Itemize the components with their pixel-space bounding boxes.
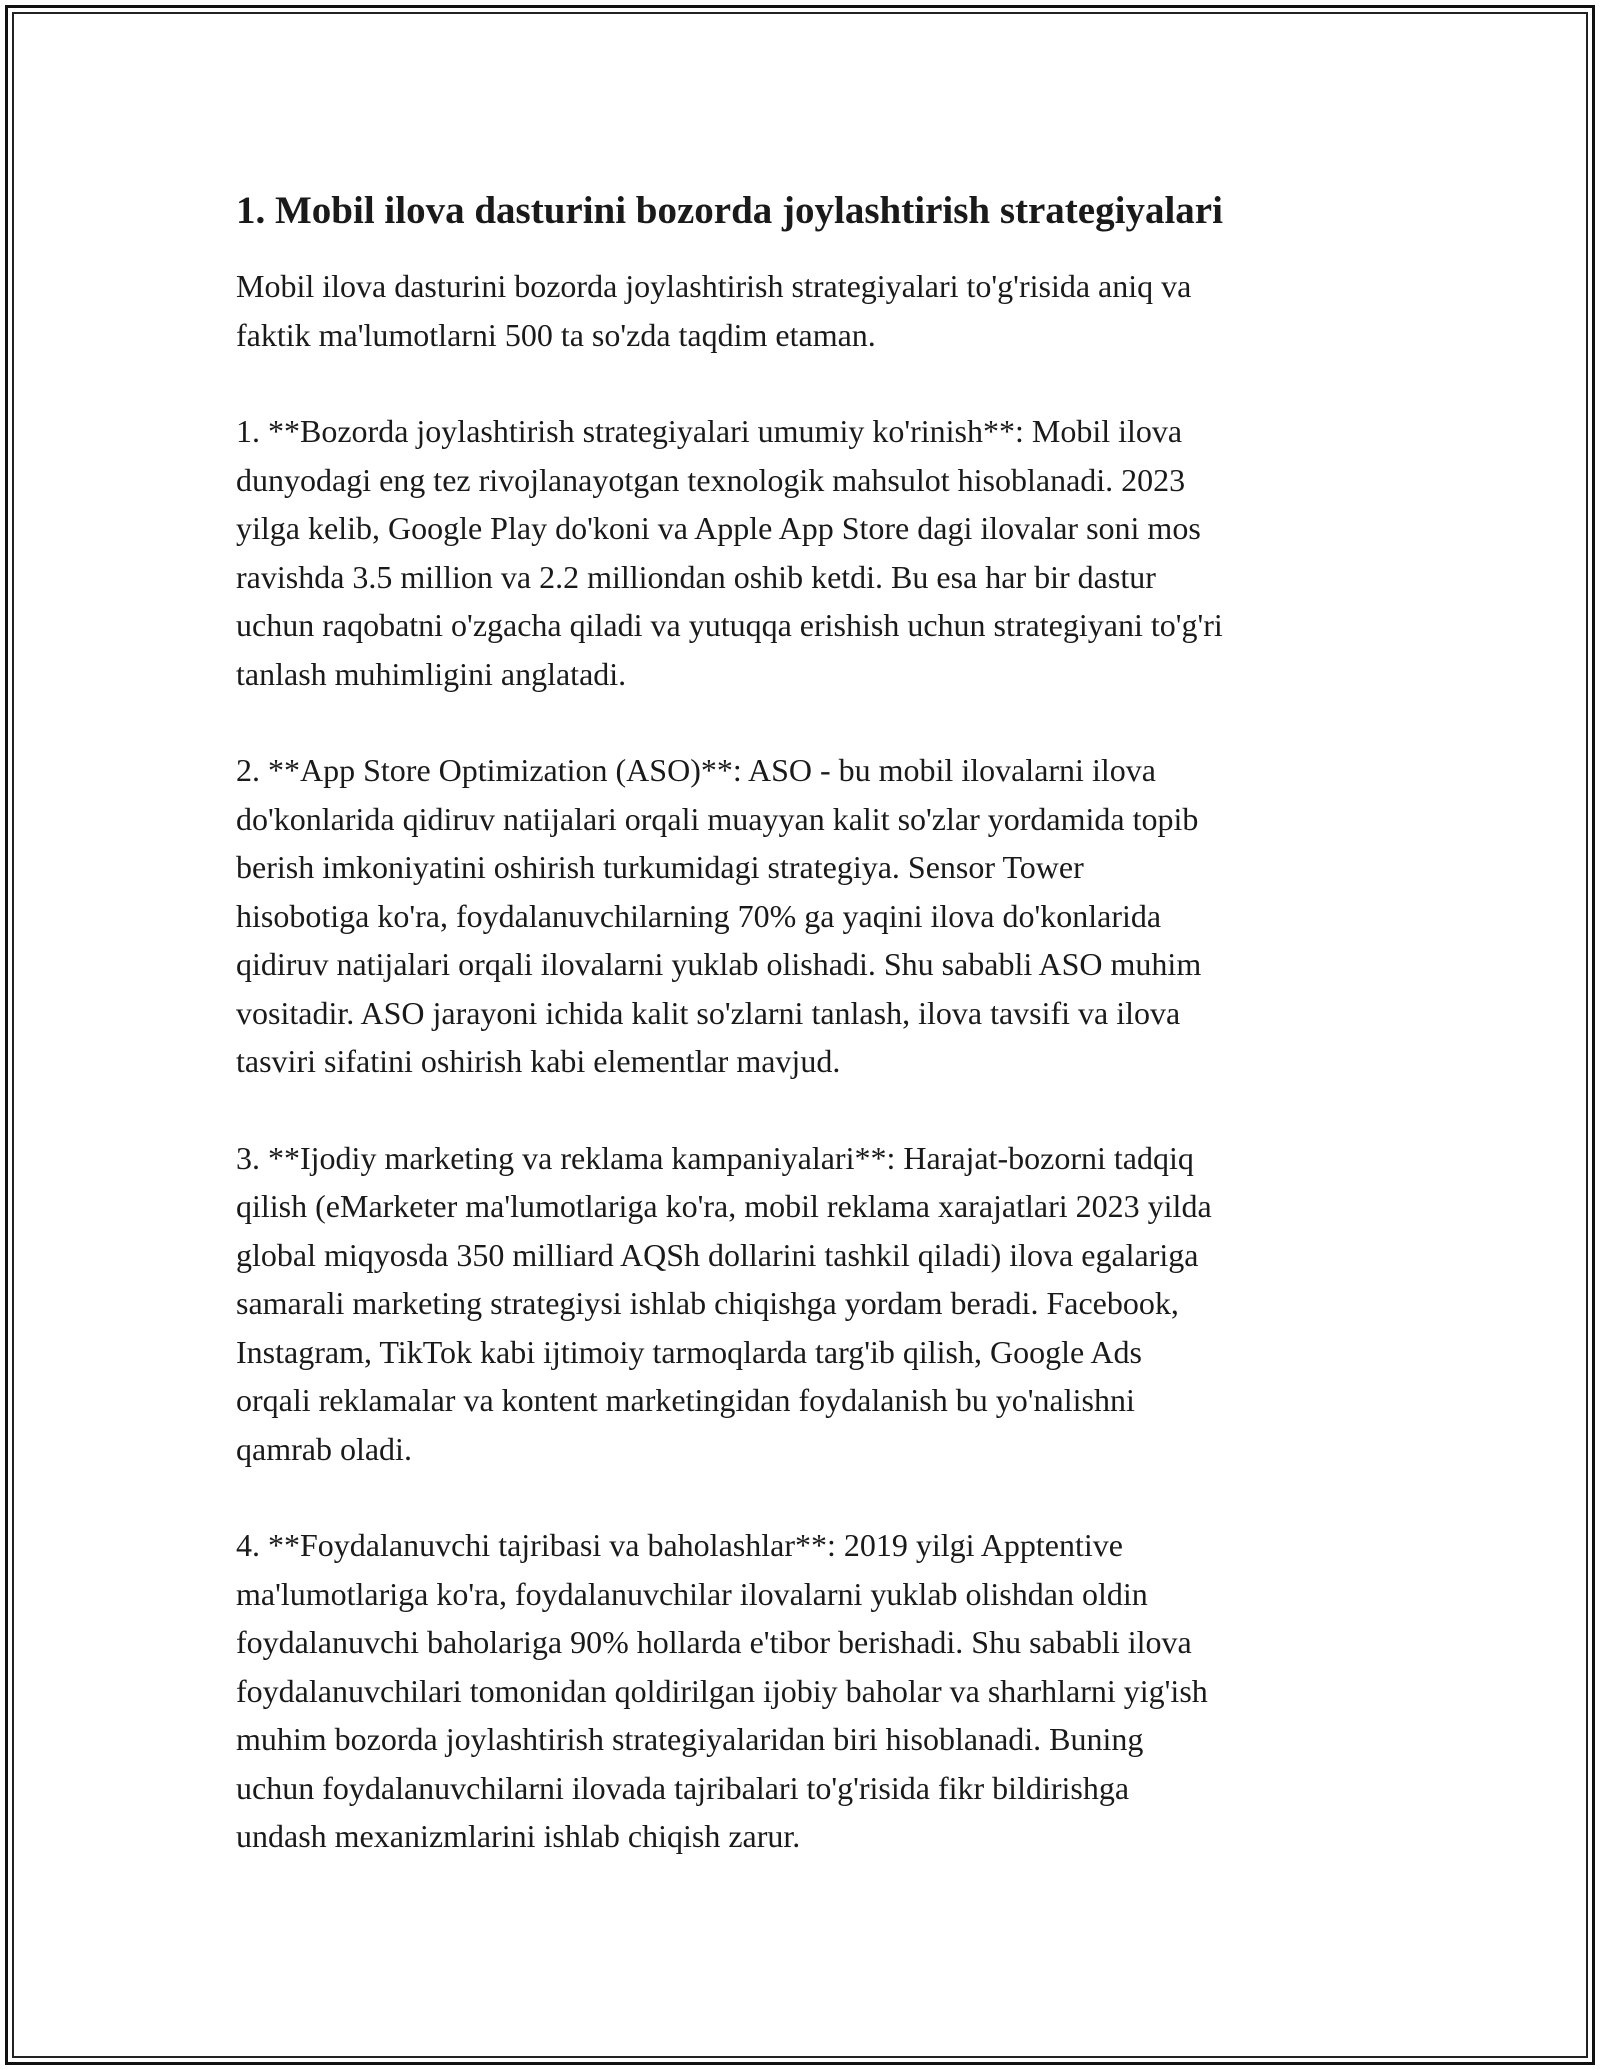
section-3-paragraph — [236, 1134, 1386, 1474]
text-line: muhim bozorda joylashtirish strategiyalaridan biri hisoblanadi. Buning — [236, 1721, 1144, 1757]
text-line: vositadir. ASO jarayoni ichida kalit so'zlarni tanlash, ilova tavsifi va ilova — [236, 994, 1181, 1031]
text-line: ravishda 3.5 million va 2.2 milliondan oshib ketdi. Bu esa har bir dastur — [236, 558, 1156, 595]
text-line: samarali marketing strategiysi ishlab chiqishga yordam beradi. Facebook, — [236, 1285, 1179, 1321]
text-line: Instagram, TikTok kabi ijtimoiy tarmoqlarda targ'ib qilish, Google Ads — [236, 1333, 1142, 1370]
text-line: 4. **Foydalanuvchi tajribasi va baholashlar**: 2019 yilgi Apptentive — [236, 1527, 1123, 1563]
text-line: foydalanuvchi baholariga 90% hollarda e'tibor berishadi. Shu sababli ilova — [236, 1624, 1192, 1660]
text-line: 3. **Ijodiy marketing va reklama kampaniyalari**: Harajat-bozorni tadqiq — [236, 1139, 1194, 1176]
text-line: tanlash muhimligini anglatadi. — [236, 655, 627, 692]
text-line: ma'lumotlariga ko'ra, foydalanuvchilar ilovalarni yuklab olishdan oldin — [236, 1575, 1148, 1612]
text-line: 2. **App Store Optimization (ASO)**: ASO - bu mobil ilovalarni ilova — [236, 752, 1156, 788]
text-line: yilga kelib, Google Play do'koni va Apple App Store dagi ilovalar soni mos — [236, 510, 1201, 546]
text-line: faktik ma'lumotlarni 500 ta so'zda taqdim etaman. — [236, 316, 876, 353]
text-line: undash mexanizmlarini ishlab chiqish zarur. — [236, 1818, 801, 1854]
text-line: qilish (eMarketer ma'lumotlariga ko'ra, mobil reklama xarajatlari 2023 yilda — [236, 1188, 1212, 1224]
text-line: do'konlarida qidiruv natijalari orqali muayyan kalit so'zlar yordamida topib — [236, 800, 1199, 837]
text-line: dunyodagi eng tez rivojlanayotgan texnologik mahsulot hisoblanadi. 2023 — [236, 461, 1186, 498]
document-title: 1. Mobil ilova dasturini bozorda joylashtirish strategiyalari — [236, 189, 1223, 232]
text-line: berish imkoniyatini oshirish turkumidagi strategiya. Sensor Tower — [236, 849, 1084, 885]
text-line: uchun foydalanuvchilarni ilovada tajribalari to'g'risida fikr bildirishga — [236, 1769, 1130, 1806]
text-line: qamrab oladi. — [236, 1430, 412, 1467]
text-line: qidiruv natijalari orqali ilovalarni yuklab olishadi. Shu sababli ASO muhim — [236, 946, 1202, 982]
text-line: Mobil ilova dasturini bozorda joylashtirish strategiyalari to'g'risida aniq va — [236, 268, 1192, 304]
text-line: global miqyosda 350 milliard AQSh dollarini tashkil qiladi) ilova egalariga — [236, 1236, 1199, 1273]
text-line: foydalanuvchilari tomonidan qoldirilgan ijobiy baholar va sharhlarni yig'ish — [236, 1672, 1208, 1709]
text-line: 1. **Bozorda joylashtirish strategiyalari umumiy ko'rinish**: Mobil ilova — [236, 413, 1183, 449]
section-4-paragraph — [236, 1521, 1386, 1861]
document-page — [236, 186, 1386, 1909]
text-line: hisobotiga ko'ra, foydalanuvchilarning 70% ga yaqini ilova do'konlarida — [236, 897, 1162, 934]
text-line: uchun raqobatni o'zgacha qiladi va yutuqqa erishish uchun strategiyani to'g'ri — [236, 607, 1223, 643]
intro-paragraph — [236, 262, 1386, 359]
text-line: tasviri sifatini oshirish kabi elementlar mavjud. — [236, 1043, 841, 1079]
section-2-paragraph — [236, 746, 1386, 1086]
text-line: orqali reklamalar va kontent marketingidan foydalanish bu yo'nalishni — [236, 1382, 1135, 1418]
section-1-paragraph — [236, 407, 1386, 698]
